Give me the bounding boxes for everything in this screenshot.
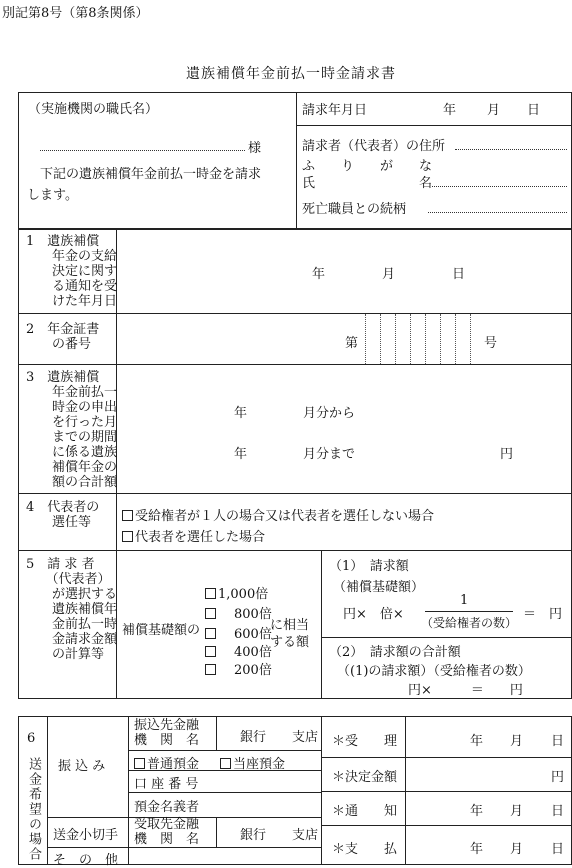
section6-number: 6 [27, 731, 36, 746]
office-pay-year: 年 [470, 842, 484, 857]
office-pay-month: 月 [510, 842, 524, 857]
sama-label: 様 [248, 141, 262, 156]
multiple-200-checkbox[interactable] [205, 664, 216, 675]
relation-label: 死亡職員との続柄 [302, 202, 407, 217]
rep-option-2-label: 代表者を選任した場合 [135, 530, 266, 545]
total-formula: 円× ＝ 円 [408, 683, 523, 698]
institution-name-line[interactable] [40, 150, 245, 151]
multiple-1000[interactable]: 1,000倍 [205, 583, 268, 602]
furigana-char-2: り [341, 159, 355, 174]
rep-option-1-label: 受給権者が１人の場合又は代表者を選任しない場合 [135, 509, 435, 524]
row1-day-unit: 日 [452, 267, 466, 282]
rep-option-2-checkbox[interactable] [122, 531, 133, 542]
bank-name-value[interactable]: 銀行 支店 [240, 730, 319, 745]
fraction-denominator: （受給権者の数） [421, 616, 518, 630]
name-line[interactable] [432, 186, 567, 187]
fraction-bar [425, 611, 513, 612]
address-label: 請求者（代表者）の住所 [302, 139, 446, 154]
row1-month-unit: 月 [382, 267, 396, 282]
suru-gaku: する額 [270, 635, 310, 650]
multiple-600-checkbox[interactable] [205, 628, 216, 639]
row1-year-unit: 年 [312, 267, 326, 282]
bank-name-label: 振込先金融 機 関 名 [134, 718, 200, 748]
total-sub: （(1)の請求額）（受給権者の数） [337, 664, 531, 679]
institution-label: （実施機関の職氏名） [28, 102, 159, 117]
multiple-400[interactable]: 400倍 [205, 641, 272, 660]
multiple-1000-checkbox[interactable] [205, 588, 216, 599]
multiple-200[interactable]: 200倍 [205, 659, 272, 678]
deposit-current[interactable]: 当座預金 [220, 753, 285, 772]
date-month-unit: 月 [487, 103, 501, 118]
address-line[interactable] [455, 149, 567, 150]
rep-option-1[interactable] [122, 505, 434, 524]
furikomi-label: 振 込 み [58, 759, 106, 774]
claim-formula-left: 円× 倍× [343, 607, 404, 622]
account-holder-label: 預金名義者 [134, 800, 200, 815]
claim-sub: （補償基礎額） [333, 580, 425, 595]
rep-option-1-checkbox[interactable] [122, 510, 133, 521]
receive-bank-label: 受取先金融 機 関 名 [134, 817, 200, 847]
receive-bank-value[interactable]: 銀行 支店 [240, 828, 319, 843]
form-reference: 別記第8号（第8条関係） [2, 6, 149, 21]
office-receive-day: 日 [551, 734, 565, 749]
office-receive-label: ＊受 理 [332, 734, 398, 749]
office-notice-label: ＊通 知 [332, 804, 398, 819]
row5-label: 5 請 求 者 （代表者） が選択する 遺族補償年 金前払一時 金請求金額 の計算等 [26, 557, 118, 662]
multiple-600[interactable]: 600倍 [205, 623, 272, 642]
section6-vertical-label: 送金希望の場合 [26, 757, 41, 862]
office-pay-day: 日 [551, 842, 565, 857]
date-year-unit: 年 [443, 103, 457, 118]
ni-sotou: に相当 [270, 618, 310, 633]
row4-label: 4 代表者の 選任等 [26, 500, 100, 530]
furigana-char-3: が [380, 159, 394, 174]
row2-label: 2 年金証書 の番号 [26, 322, 100, 352]
name-label-2: 名 [419, 176, 433, 191]
name-label-1: 氏 [302, 176, 316, 191]
rep-option-2[interactable] [122, 526, 265, 545]
deposit-normal[interactable]: 普通預金 [134, 753, 199, 772]
other-label: そ の 他 [53, 853, 119, 868]
multiple-400-checkbox[interactable] [205, 646, 216, 657]
office-notice-day: 日 [551, 804, 565, 819]
fraction-numerator: 1 [460, 593, 469, 608]
office-decided-label: ＊決定金額 [332, 770, 398, 785]
office-receive-month: 月 [510, 734, 524, 749]
period-from-year: 年 [234, 406, 248, 421]
relation-line[interactable] [428, 212, 567, 213]
office-pay-label: ＊支 払 [332, 842, 398, 857]
office-notice-year: 年 [470, 804, 484, 819]
office-decided-yen: 円 [551, 770, 565, 785]
office-receive-year: 年 [470, 734, 484, 749]
deposit-normal-checkbox[interactable] [134, 758, 145, 769]
period-from-month: 月分から [303, 406, 356, 421]
claim-formula-right: ＝ 円 [523, 607, 563, 622]
period-to-month: 月分まで [303, 447, 356, 462]
furigana-char-4: な [419, 159, 433, 174]
total-title: （2） 請求額の合計額 [329, 645, 461, 660]
multiple-800[interactable]: 800倍 [205, 603, 272, 622]
total-yen: 円 [500, 447, 514, 462]
furigana-char-1: ふ [302, 159, 316, 174]
period-to-year: 年 [234, 447, 248, 462]
form-title: 遺族補償年金前払一時金請求書 [186, 66, 396, 82]
request-text-2: します。 [27, 188, 78, 203]
request-text-1: 下記の遺族補償年金前払一時金を請求 [40, 167, 262, 182]
kogitte-label: 送金小切手 [53, 828, 119, 843]
cert-go: 号 [484, 336, 498, 351]
office-notice-month: 月 [510, 804, 524, 819]
cert-dai: 第 [345, 336, 359, 351]
date-day-unit: 日 [527, 103, 541, 118]
row3-label: 3 遺族補償 年金前払一 時金の申出 を行った月 までの期間 に係る遺族 補償年金の 額の合計額 [26, 370, 118, 490]
base-amount-label: 補償基礎額の [122, 623, 201, 638]
deposit-current-checkbox[interactable] [220, 758, 231, 769]
request-date-label: 請求年月日 [302, 103, 368, 118]
account-number-label: 口 座 番 号 [134, 777, 199, 792]
claim-title: （1） 請求額 [329, 559, 409, 574]
row1-label: 1 遺族補償 年金の支給 決定に関す る通知を受 けた年月日 [26, 234, 118, 309]
multiple-800-checkbox[interactable] [205, 608, 216, 619]
